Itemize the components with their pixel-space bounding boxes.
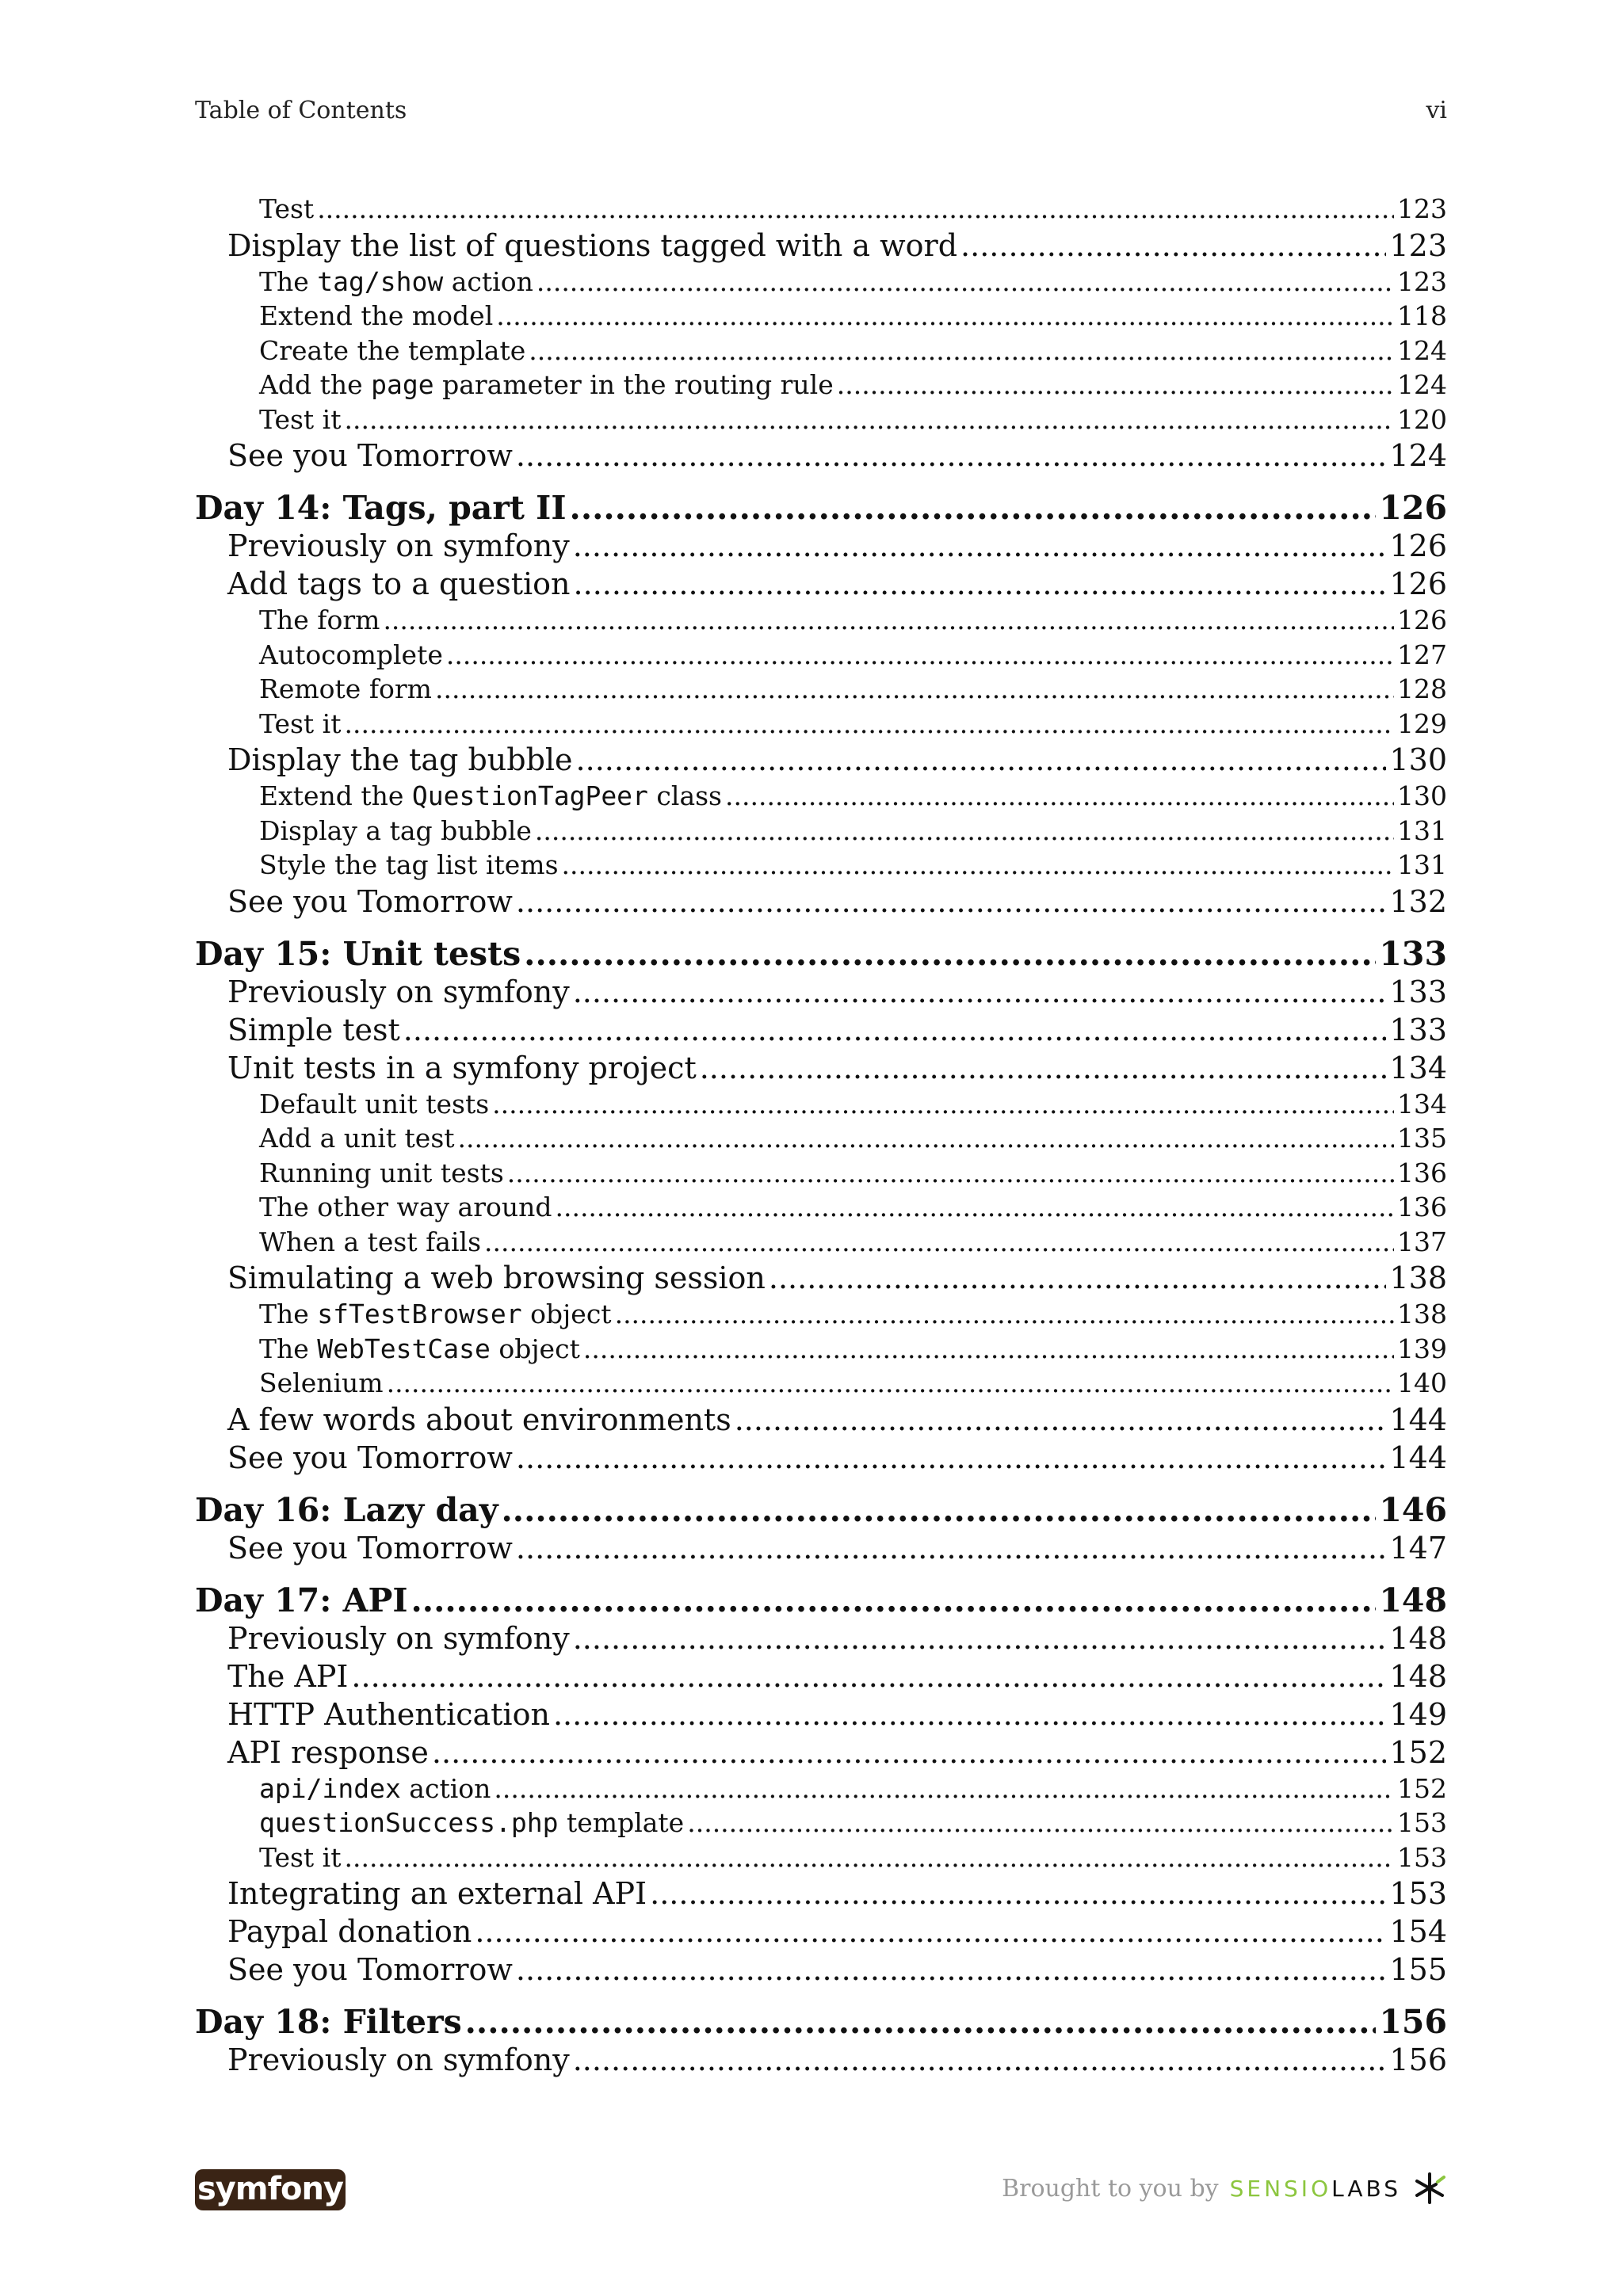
dot-leader (351, 1657, 1386, 1695)
toc-entry-title-text: The API (227, 1658, 349, 1694)
toc-entry-title (227, 1657, 348, 1695)
dot-leader (573, 1619, 1387, 1657)
toc-entry-title (227, 1695, 550, 1733)
toc-entry-page: 154 (1389, 1914, 1447, 1949)
toc-entry[interactable] (195, 603, 1447, 638)
toc-entry[interactable] (195, 527, 1447, 565)
toc-entry-title-text: Simple test (227, 1012, 400, 1047)
toc-entry[interactable] (195, 1259, 1447, 1297)
toc-entry-title-text: Previously on symfony (227, 528, 570, 563)
toc-entry-page: 148 (1379, 1581, 1447, 1619)
toc-entry-page: 156 (1389, 2042, 1447, 2077)
toc-entry-title (259, 1297, 612, 1332)
toc-entry-page: 136 (1397, 1157, 1447, 1188)
toc-entry[interactable] (195, 1049, 1447, 1087)
toc-entry-title-text: Previously on symfony (227, 1620, 570, 1656)
toc-entry-page: 133 (1389, 1012, 1447, 1047)
toc-entry-title-suffix: object (490, 1333, 580, 1364)
toc-entry-page: 131 (1397, 814, 1447, 846)
toc-entry-title (195, 1491, 498, 1529)
dot-leader (507, 1156, 1394, 1191)
toc-entry-code: tag/show (317, 265, 444, 297)
dot-leader (570, 489, 1377, 527)
dot-leader (615, 1297, 1394, 1332)
toc-entry-page: 144 (1389, 1440, 1447, 1475)
dot-leader (583, 1332, 1394, 1367)
toc-entry-title-text: Style the tag list items (259, 849, 559, 880)
toc-entry[interactable] (195, 1366, 1447, 1401)
toc-entry-page: 152 (1389, 1734, 1447, 1770)
dot-leader (725, 779, 1394, 814)
toc-entry-page: 133 (1379, 934, 1447, 973)
toc-entry-code: page (371, 369, 434, 400)
toc-entry-title (259, 1087, 489, 1122)
toc-entry-title-suffix: template (558, 1807, 685, 1838)
toc-entry[interactable] (195, 638, 1447, 673)
toc-entry-title (227, 565, 571, 603)
toc-entry[interactable] (195, 1121, 1447, 1156)
table-of-contents (195, 192, 1447, 2079)
dot-leader (383, 603, 1394, 638)
toc-entry-title (227, 883, 513, 921)
toc-entry-title (227, 437, 513, 475)
toc-entry-title-text: See you Tomorrow (227, 1530, 513, 1566)
toc-entry-page: 124 (1389, 438, 1447, 473)
toc-entry-title (227, 2041, 570, 2079)
toc-entry-title-text: Test it (259, 707, 342, 739)
toc-entry[interactable] (195, 1840, 1447, 1875)
toc-entry[interactable] (195, 437, 1447, 475)
toc-entry-title-text: See you Tomorrow (227, 438, 513, 473)
toc-entry-title (227, 1875, 647, 1913)
toc-entry-title (259, 1332, 580, 1367)
toc-entry[interactable] (195, 2003, 1447, 2041)
dot-leader (700, 1049, 1387, 1087)
toc-entry-page: 131 (1397, 849, 1447, 880)
toc-entry[interactable] (195, 1657, 1447, 1695)
toc-entry-page: 118 (1397, 300, 1447, 331)
toc-entry-title (259, 192, 314, 227)
toc-entry-title-text: Simulating a web browsing session (227, 1261, 766, 1295)
toc-entry-page: 126 (1397, 605, 1447, 635)
dot-leader (344, 402, 1394, 437)
toc-entry-title-text: When a test fails (259, 1226, 482, 1257)
toc-entry[interactable] (195, 672, 1447, 707)
toc-entry-title-text: Extend the (259, 780, 412, 811)
toc-entry[interactable] (195, 1619, 1447, 1657)
dot-leader (576, 741, 1387, 779)
dot-leader (344, 1840, 1394, 1875)
toc-entry-title (227, 1259, 766, 1297)
toc-entry-page: 135 (1397, 1123, 1447, 1154)
toc-entry-page: 153 (1397, 1807, 1447, 1838)
toc-entry-title (259, 1366, 384, 1401)
dot-leader (573, 527, 1387, 565)
toc-entry-title-text: Default unit tests (259, 1088, 490, 1119)
toc-entry-page: 136 (1397, 1192, 1447, 1222)
toc-entry-title (259, 1121, 455, 1156)
toc-entry-page: 155 (1389, 1952, 1447, 1987)
toc-entry-title-text: Autocomplete (259, 639, 443, 670)
dot-leader (344, 707, 1394, 742)
toc-entry-title (195, 2003, 462, 2041)
toc-entry[interactable] (195, 227, 1447, 265)
toc-entry-title (259, 1806, 684, 1840)
toc-entry-page: 144 (1389, 1402, 1447, 1437)
toc-entry[interactable] (195, 1156, 1447, 1191)
dot-leader (837, 368, 1394, 402)
toc-entry-page: 128 (1397, 673, 1447, 704)
toc-entry-page: 153 (1397, 1841, 1447, 1873)
toc-entry-title-text: See you Tomorrow (227, 1440, 513, 1475)
toc-entry-title-text: See you Tomorrow (227, 883, 513, 919)
toc-entry-code: sfTestBrowser (317, 1299, 522, 1329)
toc-entry[interactable] (195, 707, 1447, 742)
toc-entry-title-suffix: action (400, 1772, 491, 1804)
toc-entry[interactable] (195, 402, 1447, 437)
toc-entry-title-text: Display a tag bubble (259, 814, 532, 846)
toc-entry-title (259, 603, 380, 638)
toc-entry-page: 130 (1397, 780, 1447, 811)
dot-leader (573, 2041, 1387, 2079)
dot-leader (516, 437, 1387, 475)
dot-leader (492, 1087, 1394, 1122)
toc-entry-title-text: Day 17: API (195, 1581, 408, 1619)
toc-entry[interactable] (195, 1581, 1447, 1619)
toc-entry[interactable] (195, 565, 1447, 603)
toc-entry-page: 156 (1379, 2003, 1447, 2041)
toc-entry-page: 147 (1389, 1530, 1447, 1566)
toc-entry-title-text: The form (259, 605, 380, 635)
toc-entry[interactable] (195, 265, 1447, 299)
toc-entry-title (227, 1951, 513, 1989)
toc-entry-code: questionSuccess.php (259, 1807, 559, 1838)
toc-entry-title (259, 299, 493, 334)
toc-entry-title (259, 1156, 504, 1191)
toc-entry[interactable] (195, 1913, 1447, 1951)
toc-entry-title-text: Test it (259, 403, 342, 435)
toc-entry-page: 120 (1397, 403, 1447, 435)
toc-entry-title (227, 227, 957, 265)
symfony-logo: symfony (195, 2169, 346, 2210)
toc-entry[interactable] (195, 973, 1447, 1011)
toc-entry-title (259, 1840, 341, 1875)
toc-entry-page: 138 (1389, 1261, 1447, 1295)
brought-to-you-text: Brought to you by (1002, 2174, 1219, 2203)
toc-entry-code: WebTestCase (317, 1333, 491, 1364)
toc-entry[interactable] (195, 741, 1447, 779)
toc-entry-title (227, 527, 570, 565)
toc-entry-title (259, 402, 341, 437)
toc-entry[interactable] (195, 368, 1447, 402)
toc-entry[interactable] (195, 192, 1447, 227)
toc-entry-title-text: Add the (259, 369, 372, 400)
toc-entry-title-text: Day 15: Unit tests (195, 934, 521, 973)
toc-entry-title-text: Remote form (259, 673, 432, 704)
dot-leader (475, 1913, 1386, 1951)
toc-entry-page: 140 (1397, 1367, 1447, 1398)
toc-entry[interactable] (195, 1297, 1447, 1332)
dot-leader (465, 2003, 1377, 2041)
toc-entry-page: 123 (1389, 227, 1447, 263)
toc-entry-page: 148 (1389, 1658, 1447, 1694)
toc-entry[interactable] (195, 1695, 1447, 1733)
toc-entry-title-text: The (259, 1333, 318, 1364)
brand-labs: LABS (1331, 2175, 1401, 2202)
dot-leader (562, 848, 1394, 883)
toc-entry[interactable] (195, 1806, 1447, 1840)
toc-entry-title (227, 1913, 472, 1951)
toc-entry[interactable] (195, 1087, 1447, 1122)
dot-leader (537, 265, 1394, 299)
toc-entry-title-text: A few words about environments (227, 1402, 731, 1437)
toc-entry[interactable] (195, 1529, 1447, 1567)
toc-entry-title-text: Create the template (259, 334, 526, 366)
toc-entry-title (227, 1733, 429, 1772)
toc-entry-page: 146 (1379, 1490, 1447, 1529)
dot-leader (524, 935, 1376, 973)
toc-entry-page: 124 (1397, 369, 1447, 400)
running-header (195, 97, 1447, 124)
toc-entry[interactable] (195, 1491, 1447, 1529)
toc-entry[interactable] (195, 299, 1447, 334)
toc-entry-title (227, 1529, 513, 1567)
toc-entry-title (227, 973, 570, 1011)
toc-entry-title (259, 1190, 552, 1225)
toc-entry-code: QuestionTagPeer (411, 780, 648, 811)
toc-entry-page: 123 (1397, 193, 1447, 224)
toc-entry[interactable] (195, 1439, 1447, 1477)
toc-entry-page: 153 (1389, 1876, 1447, 1911)
toc-entry-title-text: Test it (259, 1841, 342, 1873)
toc-entry-page: 134 (1389, 1050, 1447, 1085)
toc-entry-title (259, 779, 722, 814)
toc-entry-title-text: Integrating an external API (227, 1876, 647, 1911)
header-title: Table of Contents (195, 97, 407, 124)
toc-entry-page: 123 (1397, 265, 1447, 297)
dot-leader (446, 638, 1394, 673)
toc-entry[interactable] (195, 1951, 1447, 1989)
dot-leader (535, 814, 1394, 849)
toc-entry-title (259, 368, 834, 402)
toc-entry-title (195, 1581, 408, 1619)
toc-entry-page: 149 (1389, 1696, 1447, 1732)
toc-entry-title-text: Day 18: Filters (195, 2003, 462, 2041)
dot-leader (516, 1529, 1387, 1567)
toc-entry-page: 133 (1389, 974, 1447, 1009)
toc-entry-title-text: Unit tests in a symfony project (227, 1050, 697, 1085)
toc-entry[interactable] (195, 1011, 1447, 1049)
toc-entry-page: 126 (1389, 528, 1447, 563)
toc-entry-title (227, 1049, 697, 1087)
toc-entry-title (195, 935, 521, 973)
toc-entry-title (259, 1225, 481, 1260)
toc-entry-title-suffix: parameter in the routing rule (433, 369, 834, 400)
dot-leader (484, 1225, 1394, 1260)
toc-entry-page: 152 (1397, 1772, 1447, 1804)
toc-entry-title (227, 1439, 513, 1477)
dot-leader (458, 1121, 1394, 1156)
toc-entry-page: 137 (1397, 1226, 1447, 1257)
toc-entry-title (259, 1772, 491, 1806)
toc-entry-title-text: Day 14: Tags, part II (195, 489, 567, 527)
toc-entry-title-text: Previously on symfony (227, 2042, 570, 2077)
toc-entry-title (227, 1401, 731, 1439)
toc-entry[interactable] (195, 779, 1447, 814)
toc-entry-title-text: See you Tomorrow (227, 1952, 513, 1987)
toc-entry[interactable] (195, 1875, 1447, 1913)
header-page-number: vi (1426, 97, 1447, 124)
toc-entry-title-text: The other way around (259, 1192, 552, 1222)
toc-entry[interactable] (195, 1401, 1447, 1439)
toc-entry-title-text: Selenium (259, 1367, 384, 1398)
dot-leader (432, 1733, 1387, 1772)
toc-entry[interactable] (195, 1772, 1447, 1806)
toc-entry-page: 129 (1397, 707, 1447, 739)
toc-entry-title (259, 707, 341, 742)
dot-leader (555, 1190, 1394, 1225)
toc-entry[interactable] (195, 489, 1447, 527)
dot-leader (650, 1875, 1386, 1913)
asterisk-icon (1412, 2171, 1447, 2206)
toc-entry-page: 126 (1389, 566, 1447, 601)
dot-leader (769, 1259, 1387, 1297)
toc-entry[interactable] (195, 935, 1447, 973)
toc-entry[interactable] (195, 883, 1447, 921)
toc-entry-title-text: The (259, 1299, 318, 1329)
dot-leader (435, 672, 1394, 707)
toc-entry-title-text: Running unit tests (259, 1157, 504, 1188)
dot-leader (317, 192, 1394, 227)
footer-credit (1002, 2171, 1447, 2206)
dot-leader (496, 299, 1394, 334)
dot-leader (494, 1772, 1394, 1806)
toc-entry-page: 139 (1397, 1333, 1447, 1364)
toc-entry-page: 138 (1397, 1299, 1447, 1329)
toc-entry-page: 124 (1397, 334, 1447, 366)
toc-entry-title (259, 265, 533, 299)
dot-leader (574, 565, 1387, 603)
toc-entry-title (259, 638, 443, 673)
toc-entry-title (227, 741, 573, 779)
toc-entry-title-text: Extend the model (259, 300, 494, 331)
toc-entry[interactable] (195, 1332, 1447, 1367)
toc-entry[interactable] (195, 1225, 1447, 1260)
toc-entry[interactable] (195, 1190, 1447, 1225)
dot-leader (403, 1011, 1387, 1049)
toc-entry-page: 134 (1397, 1088, 1447, 1119)
toc-entry-title-suffix: object (521, 1299, 612, 1329)
toc-entry-title-text: Add tags to a question (227, 566, 571, 601)
dot-leader (573, 973, 1387, 1011)
toc-entry[interactable] (195, 1733, 1447, 1772)
toc-entry-title-text: Day 16: Lazy day (195, 1490, 498, 1529)
toc-entry-title (227, 1011, 400, 1049)
dot-leader (529, 334, 1394, 368)
toc-entry[interactable] (195, 848, 1447, 883)
dot-leader (516, 1439, 1387, 1477)
toc-entry-title-text: Add a unit test (259, 1123, 455, 1154)
dot-leader (516, 1951, 1387, 1989)
toc-entry-title-text: API response (227, 1734, 429, 1770)
dot-leader (387, 1366, 1394, 1401)
dot-leader (960, 227, 1386, 265)
toc-entry-page: 148 (1389, 1620, 1447, 1656)
dot-leader (553, 1695, 1387, 1733)
dot-leader (735, 1401, 1387, 1439)
toc-entry[interactable] (195, 814, 1447, 849)
toc-entry-title (259, 848, 559, 883)
toc-entry-title (227, 1619, 570, 1657)
toc-entry-title-suffix: action (443, 265, 533, 297)
toc-entry-page: 132 (1389, 883, 1447, 919)
dot-leader (516, 883, 1387, 921)
toc-entry-title-text: Paypal donation (227, 1914, 472, 1949)
toc-entry-title-text: HTTP Authentication (227, 1696, 550, 1732)
dot-leader (502, 1491, 1377, 1529)
toc-entry-title-text: Display the list of questions tagged with a word (227, 227, 958, 263)
toc-entry[interactable] (195, 2041, 1447, 2079)
toc-entry-title-text: The (259, 265, 318, 297)
toc-entry-title (195, 489, 567, 527)
dot-leader (411, 1581, 1377, 1619)
toc-entry-page: 130 (1389, 742, 1447, 777)
toc-entry-page: 126 (1379, 489, 1447, 527)
toc-entry-title-text: Test (259, 193, 315, 224)
toc-entry-title-text: Display the tag bubble (227, 742, 573, 777)
toc-entry-title (259, 334, 525, 368)
toc-entry-code: api/index (259, 1772, 401, 1804)
brand-sensio: SENSIO (1229, 2175, 1332, 2202)
toc-entry-page: 127 (1397, 639, 1447, 670)
toc-entry[interactable] (195, 334, 1447, 368)
toc-entry-title-suffix: class (647, 780, 722, 811)
toc-entry-title-text: Previously on symfony (227, 974, 570, 1009)
toc-entry-title (259, 672, 432, 707)
dot-leader (687, 1806, 1394, 1840)
toc-entry-title (259, 814, 532, 849)
